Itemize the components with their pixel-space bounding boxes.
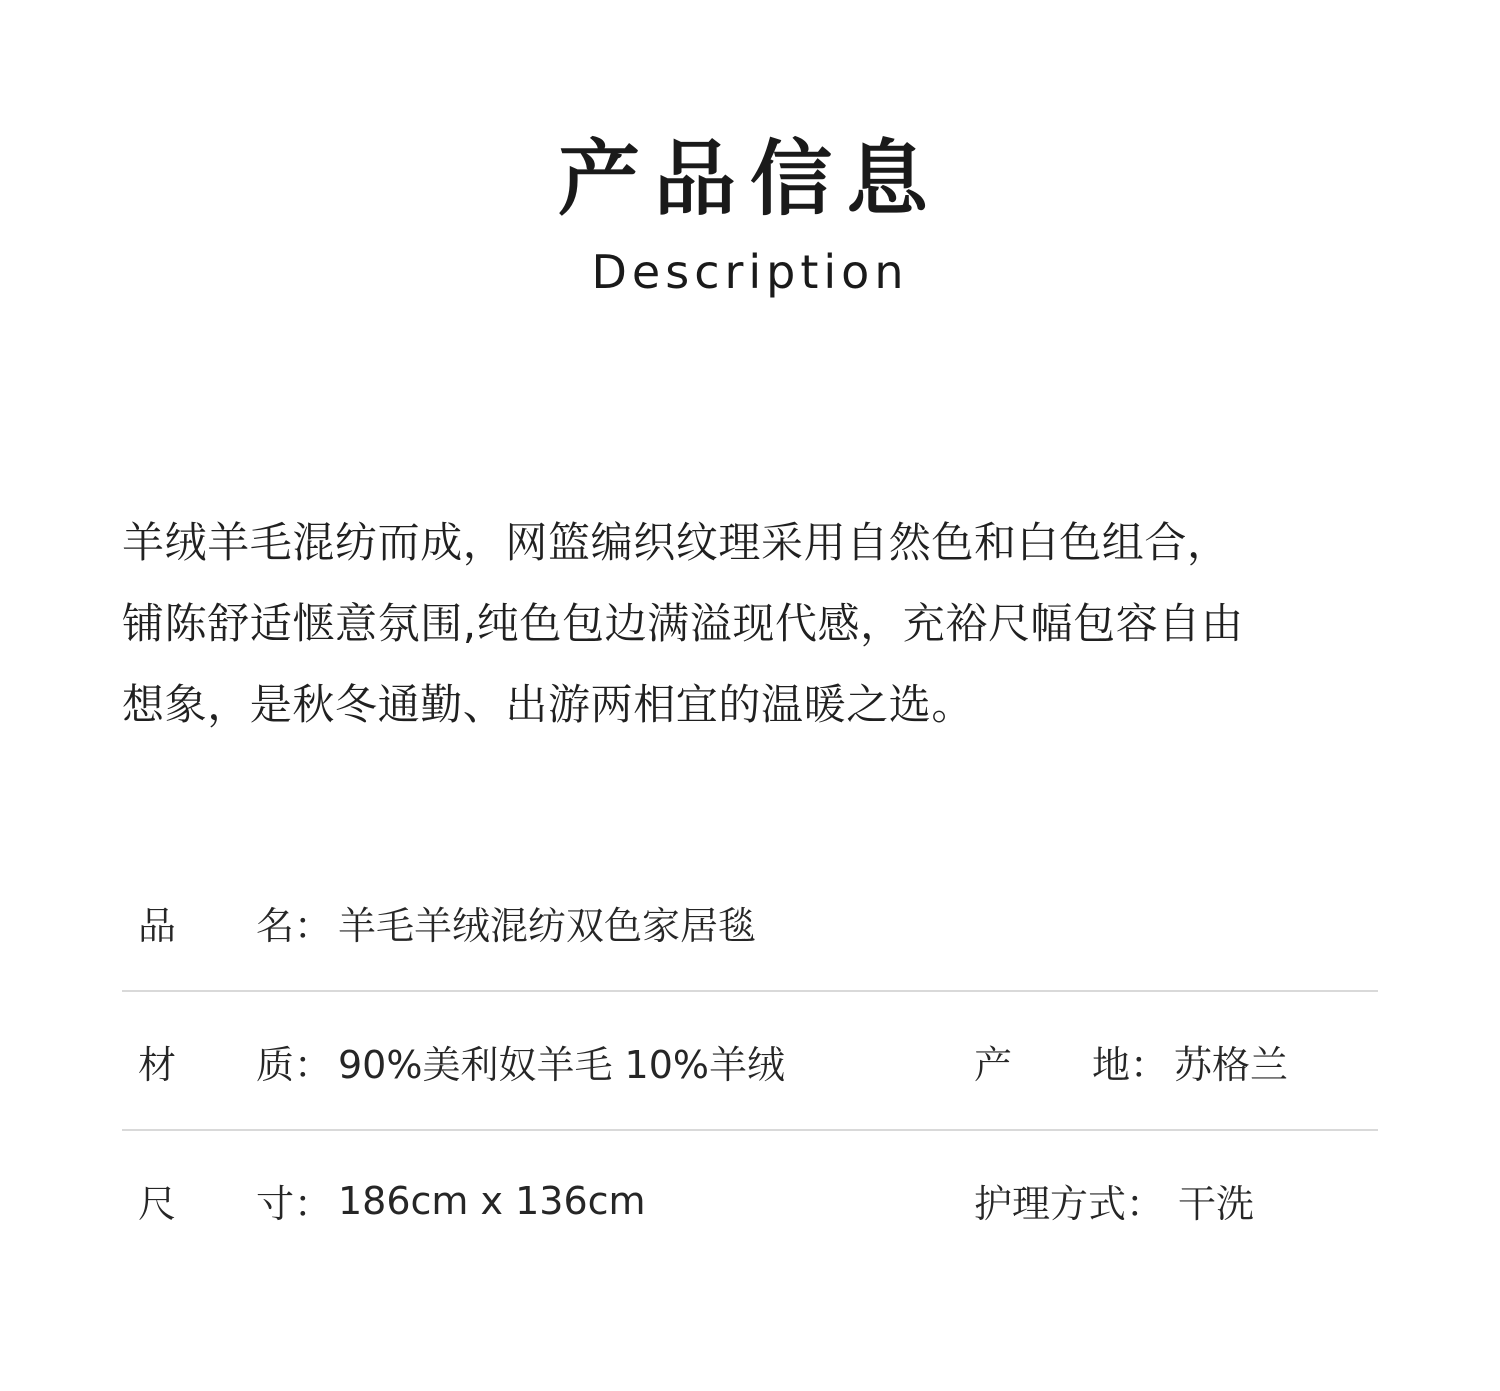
material-label-char: 质： [256, 1043, 333, 1087]
description-line: 羊绒羊毛混纺而成，网篮编织纹理采用自然色和白色组合， [122, 518, 1230, 567]
name-value: 羊毛羊绒混纺双色家居毯 [338, 904, 757, 948]
material-value: 90%美利奴羊毛 10%羊绒 [338, 1043, 786, 1087]
spec-row-name [122, 853, 1378, 992]
size-label-char: 尺 [138, 1182, 177, 1226]
description-line: 想象，是秋冬通勤、出游两相宜的温暖之选。 [122, 680, 975, 729]
name-label-char: 名： [256, 904, 333, 948]
size-value: 186cm x 136cm [338, 1178, 646, 1223]
origin-label-char: 地： [1092, 1043, 1169, 1087]
spec-row-material [122, 992, 1378, 1131]
name-label-char: 品 [138, 904, 177, 948]
page-title: 产品信息 [557, 132, 942, 227]
origin-label-char: 产 [974, 1043, 1013, 1087]
size-label-char: 寸： [256, 1182, 333, 1226]
description-line: 铺陈舒适惬意氛围,纯色包边满溢现代感，充裕尺幅包容自由 [122, 599, 1244, 648]
care-value: 干洗 [1178, 1182, 1255, 1226]
material-label-char: 材 [138, 1043, 177, 1087]
product-description [122, 502, 1384, 745]
spec-row-size [122, 1131, 1378, 1270]
origin-value: 苏格兰 [1174, 1043, 1289, 1087]
care-label: 护理方式： [974, 1182, 1165, 1226]
page-subtitle: Description [591, 245, 909, 299]
